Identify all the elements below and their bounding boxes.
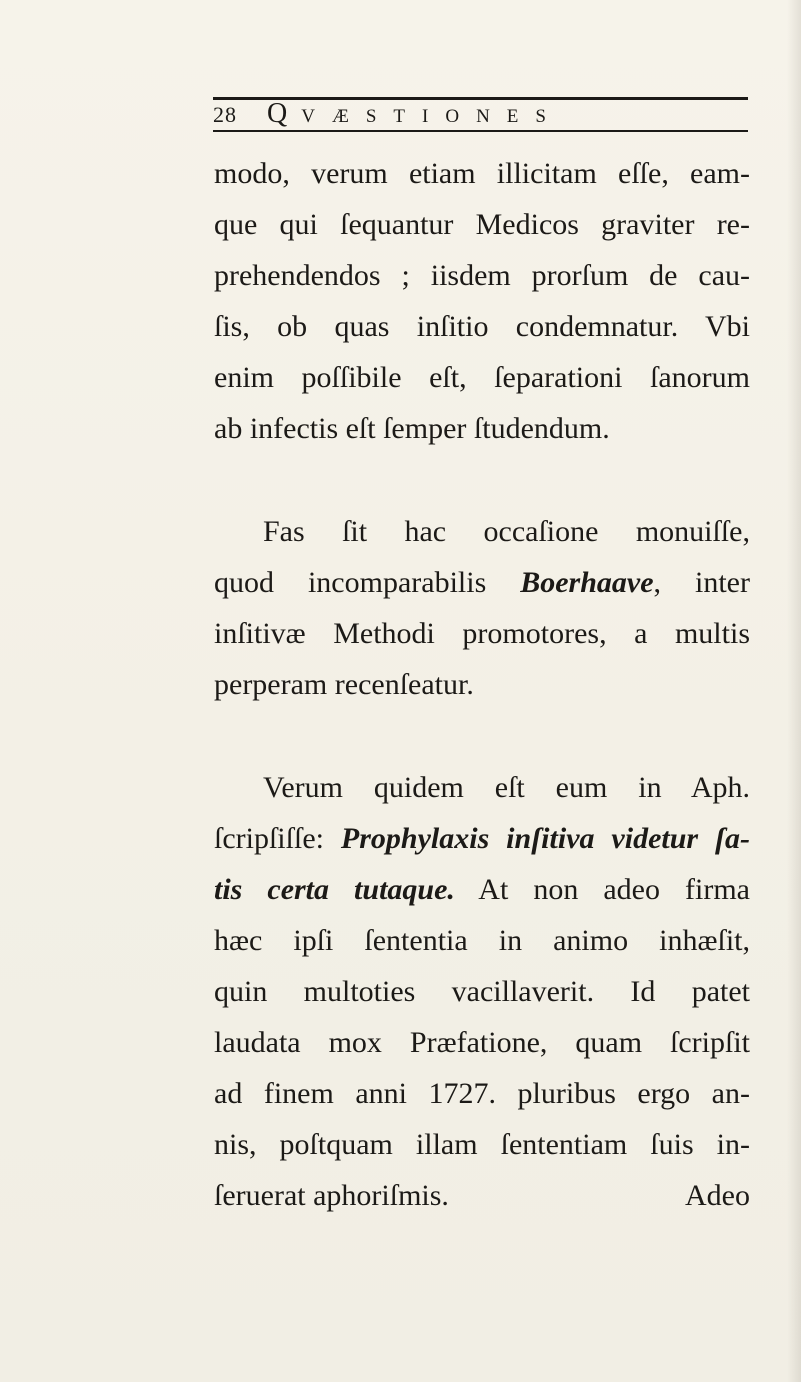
- text-line: [214, 557, 750, 608]
- text-line: inſitivæ Methodi promotores, a multis: [214, 617, 750, 650]
- text-line: nis, poſtquam illam ſententiam ſuis in-: [214, 1128, 750, 1161]
- text-span: ſcripſiſſe:: [214, 822, 341, 855]
- text-span: At non adeo firma: [454, 873, 750, 906]
- text-line: quin multoties vacillaverit. Id patet: [214, 975, 750, 1008]
- body-text: [214, 148, 750, 1221]
- text-line: ſis, ob quas inſitio condemnatur. Vbi: [214, 310, 750, 343]
- text-line: perperam recenſeatur.: [214, 668, 474, 701]
- text-line: Fas ſit hac occaſione monuiſſe,: [263, 515, 750, 548]
- running-title: [267, 99, 563, 132]
- text-line: hæc ipſi ſententia in animo inhæſit,: [214, 924, 750, 957]
- text-line: laudata mox Præfatione, quam ſcripſit: [214, 1026, 750, 1059]
- text-line: que qui ſequantur Medicos graviter re-: [214, 208, 750, 241]
- paragraph-3: [214, 762, 750, 1221]
- text-line: ab infectis eſt ſemper ſtudendum.: [214, 412, 610, 445]
- aphorism-quote: Prophylaxis inſitiva videtur ſa-: [340, 822, 750, 855]
- aphorism-quote: tis certa tutaque.: [214, 873, 455, 906]
- text-span: quod incomparabilis: [214, 566, 521, 599]
- text-line: [214, 813, 750, 864]
- paragraph-gap: [214, 710, 750, 762]
- page-edge-shadow: [787, 0, 801, 1382]
- author-name-boerhaave: Boerhaave: [520, 566, 654, 599]
- paragraph-gap: [214, 454, 750, 506]
- text-line-with-catchword: [214, 1170, 750, 1221]
- text-line: enim poſſibile eſt, ſeparationi ſanorum: [214, 361, 750, 394]
- text-line: prehendendos ; iisdem prorſum de cau-: [214, 259, 750, 292]
- text-line: ad finem anni 1727. pluribus ergo an-: [214, 1077, 750, 1110]
- header-rule-bottom: [213, 130, 748, 132]
- text-span: ſeruerat aphoriſmis.: [214, 1179, 449, 1212]
- paragraph-2: [214, 506, 750, 710]
- running-head: [213, 97, 748, 130]
- text-line: [214, 864, 750, 915]
- text-line: Verum quidem eſt eum in Aph.: [263, 771, 750, 804]
- running-title-rest: VÆSTIONES: [301, 105, 563, 127]
- paragraph-1: [214, 148, 750, 454]
- catchword: Adeo: [685, 1179, 750, 1212]
- running-title-initial: Q: [267, 97, 288, 129]
- text-span: , inter: [653, 566, 750, 599]
- text-line: modo, verum etiam illicitam eſſe, eam-: [214, 157, 750, 190]
- page-number: 28: [213, 102, 237, 127]
